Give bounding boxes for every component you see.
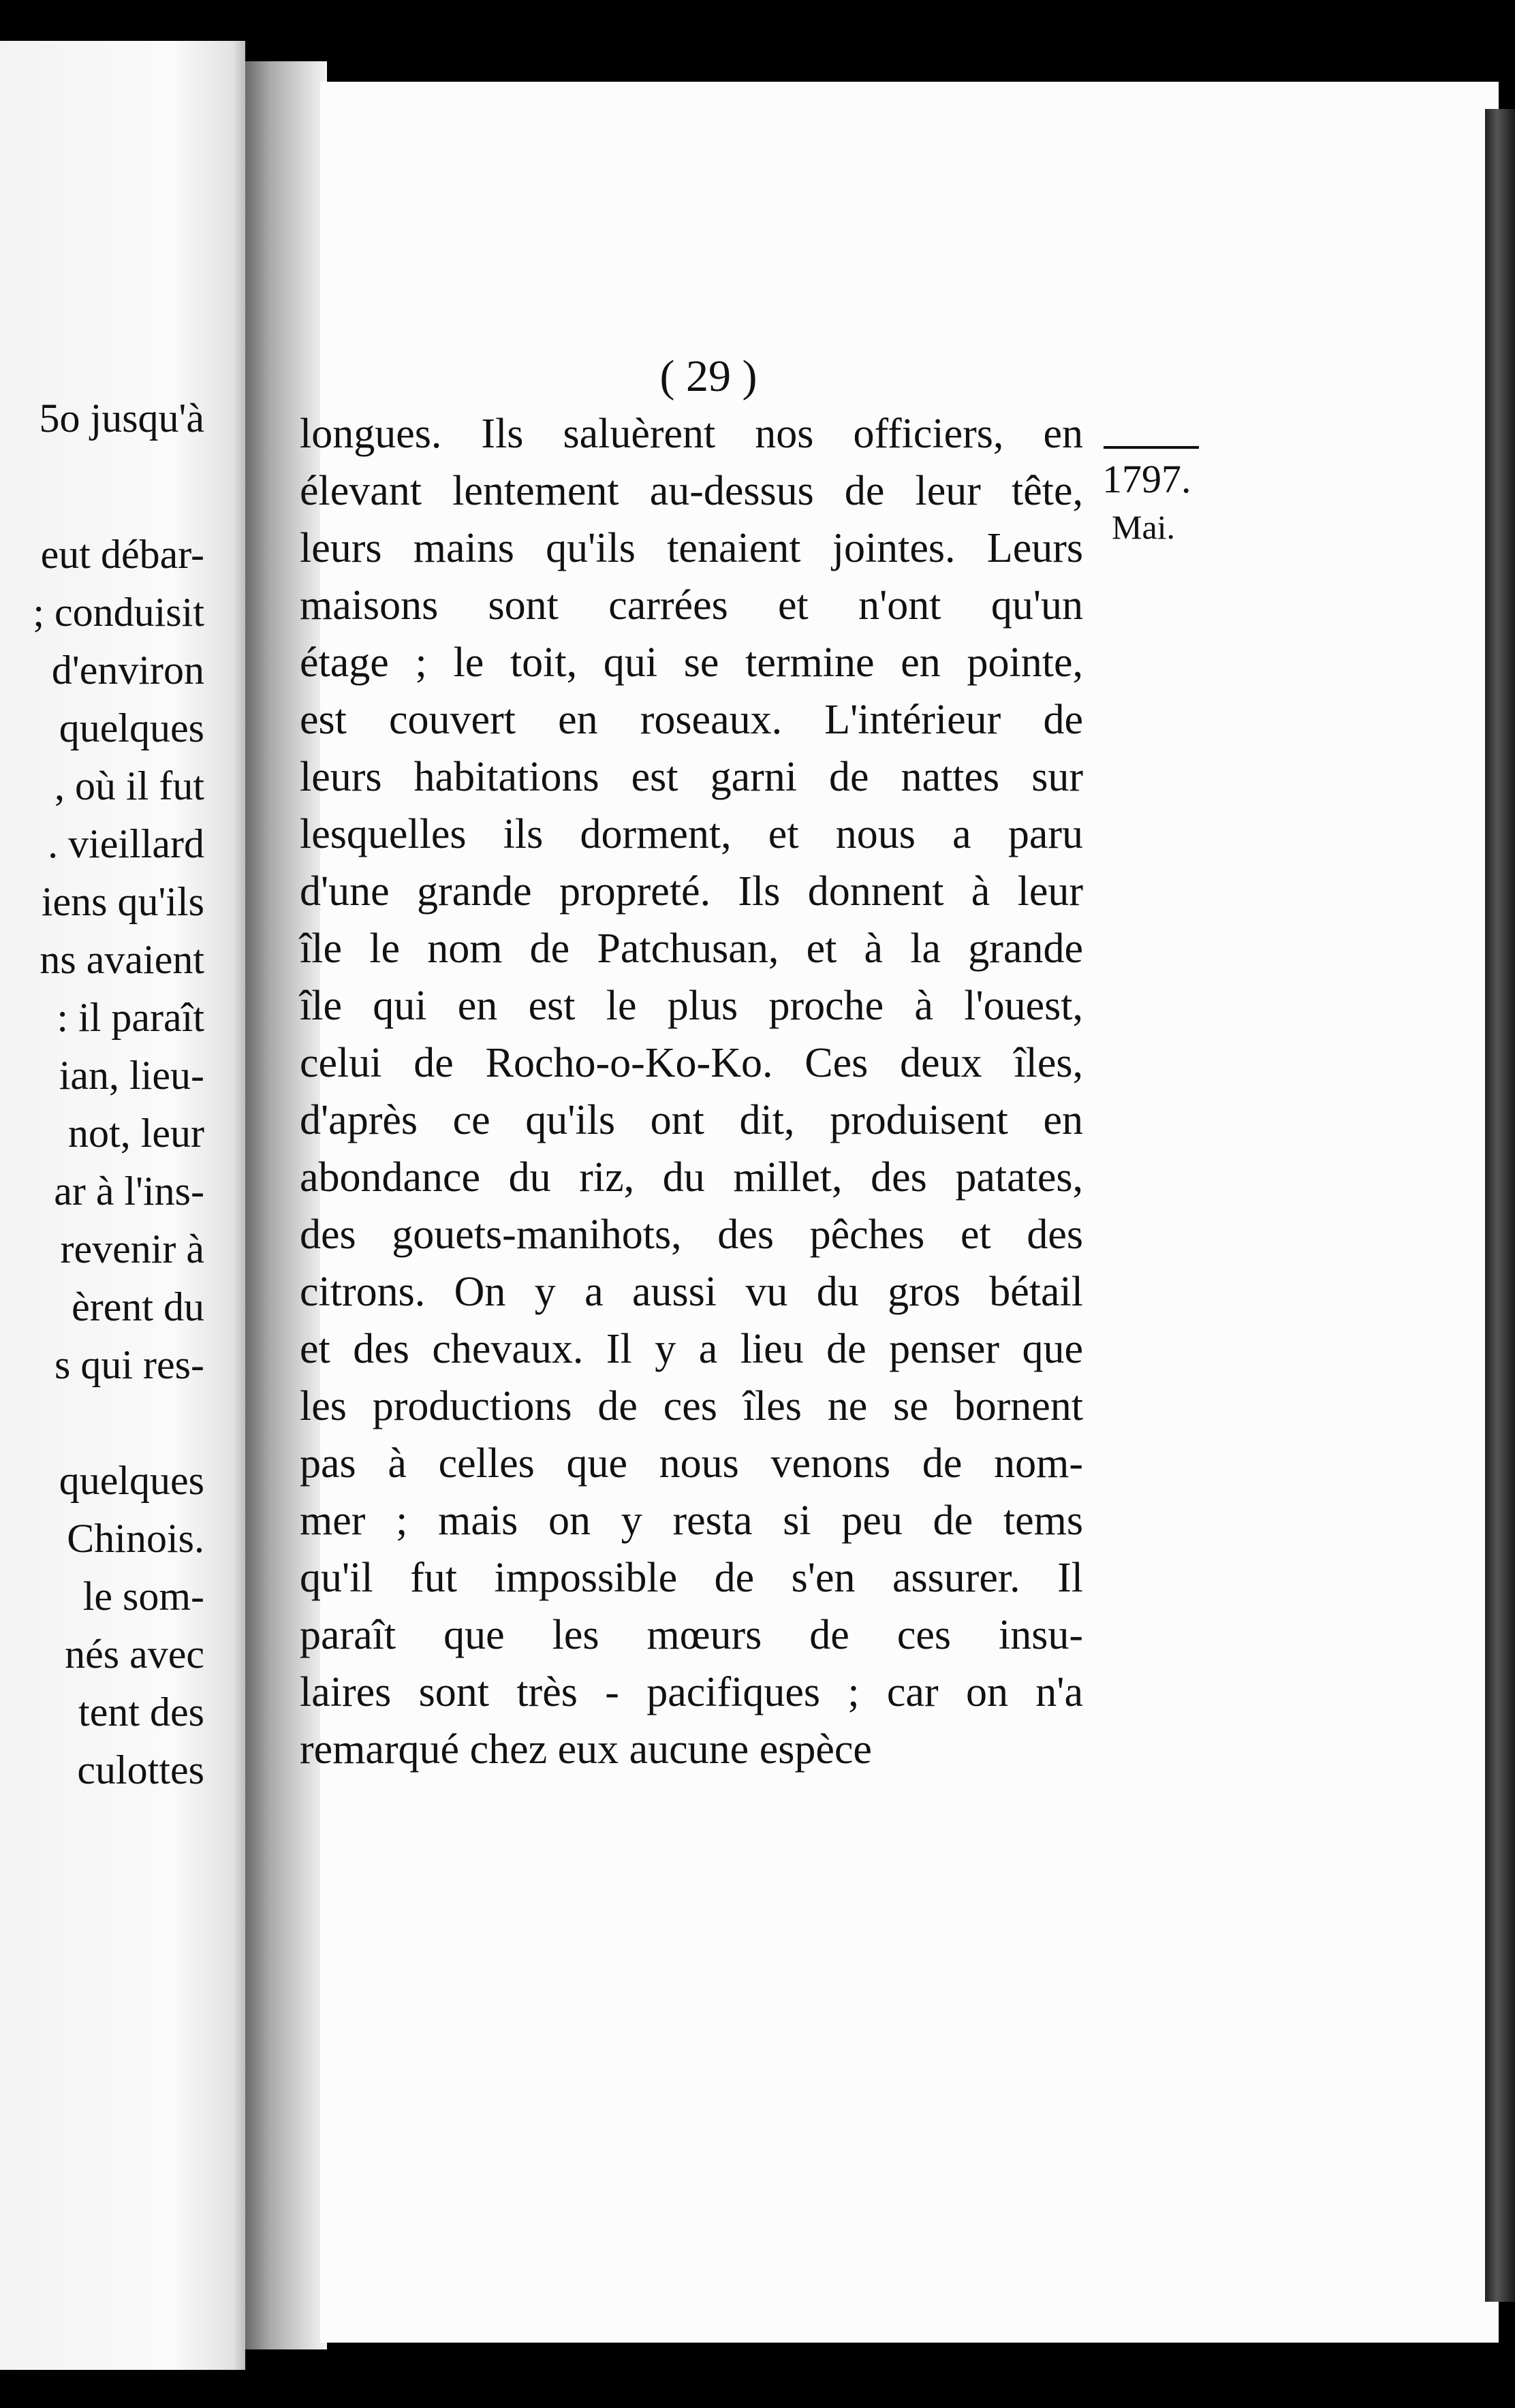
- text-line: élevant lentement au-dessus de leur tête,: [300, 468, 1083, 514]
- facing-line: iens qu'ils: [41, 879, 204, 924]
- margin-year: 1797.: [1102, 457, 1191, 501]
- facing-line: ian, lieu-: [59, 1053, 204, 1098]
- facing-line: . vieillard: [48, 821, 204, 866]
- facing-line: d'environ: [51, 648, 204, 693]
- text-line: laires sont très - pacifiques ; car on n'a: [300, 1669, 1083, 1715]
- facing-page: [0, 41, 245, 2370]
- page-edge: [1485, 109, 1515, 2302]
- facing-line: tent des: [78, 1690, 204, 1734]
- facing-line: : il paraît: [57, 995, 204, 1040]
- text-line: leurs habitations est garni de nattes sur: [300, 754, 1083, 800]
- text-line: île le nom de Patchusan, et à la grande: [300, 925, 1083, 972]
- body-text: [300, 405, 1083, 1778]
- facing-line: ar à l'ins-: [54, 1169, 204, 1214]
- text-line: maisons sont carrées et n'ont qu'un: [300, 582, 1083, 629]
- text-line: d'une grande propreté. Ils donnent à leur: [300, 868, 1083, 915]
- facing-line: ns avaient: [40, 937, 204, 982]
- text-line: île qui en est le plus proche à l'ouest,: [300, 983, 1083, 1029]
- text-line: abondance du riz, du millet, des patates,: [300, 1154, 1083, 1201]
- text-line: des gouets-manihots, des pêches et des: [300, 1211, 1083, 1258]
- text-line: mer ; mais on y resta si peu de tems: [300, 1498, 1083, 1544]
- facing-line: nés avec: [65, 1632, 204, 1677]
- facing-line: not, leur: [68, 1111, 204, 1156]
- facing-line: s qui res-: [54, 1342, 204, 1387]
- facing-line: , où il fut: [54, 763, 204, 808]
- margin-rule: [1104, 446, 1199, 449]
- facing-line: èrent du: [72, 1284, 204, 1329]
- text-line: est couvert en roseaux. L'intérieur de: [300, 697, 1083, 743]
- facing-line: eut débar-: [40, 532, 204, 577]
- facing-line: le som-: [82, 1574, 204, 1619]
- facing-line: culottes: [77, 1747, 204, 1792]
- text-line: qu'il fut impossible de s'en assurer. Il: [300, 1555, 1083, 1601]
- text-line: leurs mains qu'ils tenaient jointes. Leurs: [300, 525, 1083, 571]
- facing-line: ; conduisit: [33, 590, 204, 635]
- text-line: celui de Rocho-o-Ko-Ko. Ces deux îles,: [300, 1040, 1083, 1086]
- text-line: d'après ce qu'ils ont dit, produisent en: [300, 1097, 1083, 1143]
- text-line: et des chevaux. Il y a lieu de penser que: [300, 1326, 1083, 1372]
- facing-line: quelques: [59, 1458, 204, 1503]
- page-number: ( 29 ): [659, 351, 758, 401]
- margin-month: Mai.: [1112, 508, 1176, 546]
- text-line: longues. Ils saluèrent nos officiers, en: [300, 411, 1083, 457]
- text-line: les productions de ces îles ne se bornent: [300, 1383, 1083, 1429]
- text-line: paraît que les mœurs de ces insu-: [300, 1612, 1083, 1658]
- text-line: citrons. On y a aussi vu du gros bétail: [300, 1269, 1083, 1315]
- facing-line: 5o jusqu'à: [39, 396, 204, 441]
- facing-line: revenir à: [60, 1226, 204, 1271]
- text-line: étage ; le toit, qui se termine en pointe,: [300, 639, 1083, 686]
- text-line: lesquelles ils dorment, et nous a paru: [300, 811, 1083, 857]
- facing-line: quelques: [59, 706, 204, 750]
- facing-line: Chinois.: [67, 1516, 204, 1561]
- text-line: pas à celles que nous venons de nom-: [300, 1440, 1083, 1487]
- text-line: remarqué chez eux aucune espèce: [300, 1726, 872, 1773]
